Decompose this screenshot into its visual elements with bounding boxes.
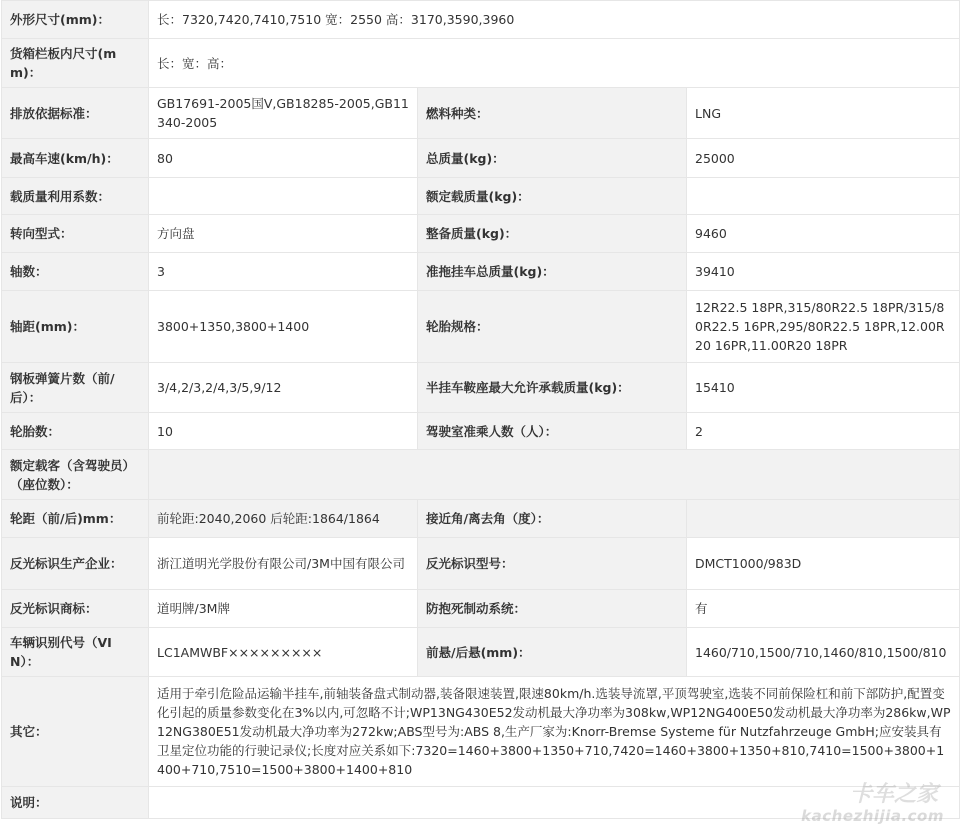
- curb-mass-value: 9460: [687, 215, 960, 253]
- cargo-box-value: 长：宽：高：: [149, 39, 960, 88]
- steering-label: 转向型式：: [2, 215, 149, 253]
- table-row: [2, 178, 960, 215]
- table-row: [2, 590, 960, 628]
- load-coef-label: 载质量利用系数：: [2, 178, 149, 215]
- overhang-value: 1460/710,1500/710,1460/810,1500/810: [687, 628, 960, 677]
- spec-table: [1, 0, 960, 819]
- other-label: 其它：: [2, 677, 149, 787]
- saddle-load-value: 15410: [687, 363, 960, 413]
- speed-value: 80: [149, 139, 418, 178]
- reflector-model-value: DMCT1000/983D: [687, 538, 960, 590]
- cab-seats-label: 驾驶室准乘人数（人）：: [418, 413, 687, 450]
- cab-seats-value: 2: [687, 413, 960, 450]
- angle-value: [687, 500, 960, 538]
- passengers-label: 额定载客（含驾驶员）（座位数）：: [2, 450, 149, 500]
- table-row: [2, 628, 960, 677]
- track-label: 轮距（前/后)mm：: [2, 500, 149, 538]
- speed-label: 最高车速(km/h)：: [2, 139, 149, 178]
- axles-value: 3: [149, 253, 418, 291]
- abs-label: 防抱死制动系统：: [418, 590, 687, 628]
- trailer-mass-label: 准拖挂车总质量(kg)：: [418, 253, 687, 291]
- table-row: [2, 215, 960, 253]
- emission-value: GB17691-2005国Ⅴ,GB18285-2005,GB11340-2005: [149, 88, 418, 139]
- table-row: [2, 538, 960, 590]
- curb-mass-label: 整备质量(kg)：: [418, 215, 687, 253]
- tire-spec-value: 12R22.5 18PR,315/80R22.5 18PR/315/80R22.5 16PR,295/80R22.5 18PR,12.00R20 16PR,11.00R20 18PR: [687, 291, 960, 363]
- tires-value: 10: [149, 413, 418, 450]
- tire-spec-label: 轮胎规格：: [418, 291, 687, 363]
- watermark-mark: 卡车之家: [849, 782, 938, 807]
- table-row: [2, 363, 960, 413]
- table-row: [2, 450, 960, 500]
- springs-value: 3/4,2/3,2/4,3/5,9/12: [149, 363, 418, 413]
- reflector-brand-value: 道明牌/3M牌: [149, 590, 418, 628]
- table-row: [2, 413, 960, 450]
- vin-value: LC1AMWBF×××××××××: [149, 628, 418, 677]
- trailer-mass-value: 39410: [687, 253, 960, 291]
- overhang-label: 前悬/后悬(mm)：: [418, 628, 687, 677]
- table-row: [2, 291, 960, 363]
- passengers-value: [149, 450, 960, 500]
- reflector-maker-label: 反光标识生产企业：: [2, 538, 149, 590]
- emission-label: 排放依据标准：: [2, 88, 149, 139]
- tires-label: 轮胎数：: [2, 413, 149, 450]
- notes-label: 说明：: [2, 787, 149, 819]
- watermark-site: kachezhijia.com: [801, 807, 944, 825]
- reflector-brand-label: 反光标识商标：: [2, 590, 149, 628]
- rated-load-label: 额定载质量(kg)：: [418, 178, 687, 215]
- dimensions-label: 外形尺寸(mm)：: [2, 1, 149, 39]
- table-row: [2, 677, 960, 787]
- abs-value: 有: [687, 590, 960, 628]
- angle-label: 接近角/离去角（度）：: [418, 500, 687, 538]
- saddle-load-label: 半挂车鞍座最大允许承载质量(kg)：: [418, 363, 687, 413]
- reflector-maker-value: 浙江道明光学股份有限公司/3M中国有限公司: [149, 538, 418, 590]
- cargo-box-label: 货箱栏板内尺寸(mm)：: [2, 39, 149, 88]
- fuel-value: LNG: [687, 88, 960, 139]
- total-mass-label: 总质量(kg)：: [418, 139, 687, 178]
- track-value: 前轮距:2040,2060 后轮距:1864/1864: [149, 500, 418, 538]
- wheelbase-label: 轴距(mm)：: [2, 291, 149, 363]
- fuel-label: 燃料种类：: [418, 88, 687, 139]
- table-row: [2, 500, 960, 538]
- other-value: 适用于牵引危险品运输半挂车,前轴装备盘式制动器,装备限速装置,限速80km/h.选装导流罩,平顶驾驶室,选装不同前保险杠和前下部防护,配置变化引起的质量参数变化在3%以内,可忽略不计;WP13NG430E52发动机最大净功率为308kw,WP12NG400E50发动机最大净功率为286kw,WP12NG380E51发动机最大净功率为272kw;ABS型号为:ABS 8,生产厂家为:Knorr-Bremse Systeme für Nutzfahrzeuge GmbH;应安装具有卫星定位功能的行驶记录仪;长度对应关系如下:7320=1460+3800+1350+710,7420=1460+3800+1350+810,7410=1500+3800+1400+710,7510=1500+3800+1400+810: [149, 677, 960, 787]
- table-row: [2, 1, 960, 39]
- axles-label: 轴数：: [2, 253, 149, 291]
- table-row: [2, 39, 960, 88]
- vin-label: 车辆识别代号（VIN）：: [2, 628, 149, 677]
- table-row: [2, 88, 960, 139]
- load-coef-value: [149, 178, 418, 215]
- total-mass-value: 25000: [687, 139, 960, 178]
- site-watermark: [801, 773, 944, 825]
- springs-label: 钢板弹簧片数（前/后）：: [2, 363, 149, 413]
- table-row: [2, 139, 960, 178]
- wheelbase-value: 3800+1350,3800+1400: [149, 291, 418, 363]
- dimensions-value: 长：7320,7420,7410,7510 宽：2550 高：3170,3590,3960: [149, 1, 960, 39]
- reflector-model-label: 反光标识型号：: [418, 538, 687, 590]
- rated-load-value: [687, 178, 960, 215]
- table-row: [2, 253, 960, 291]
- steering-value: 方向盘: [149, 215, 418, 253]
